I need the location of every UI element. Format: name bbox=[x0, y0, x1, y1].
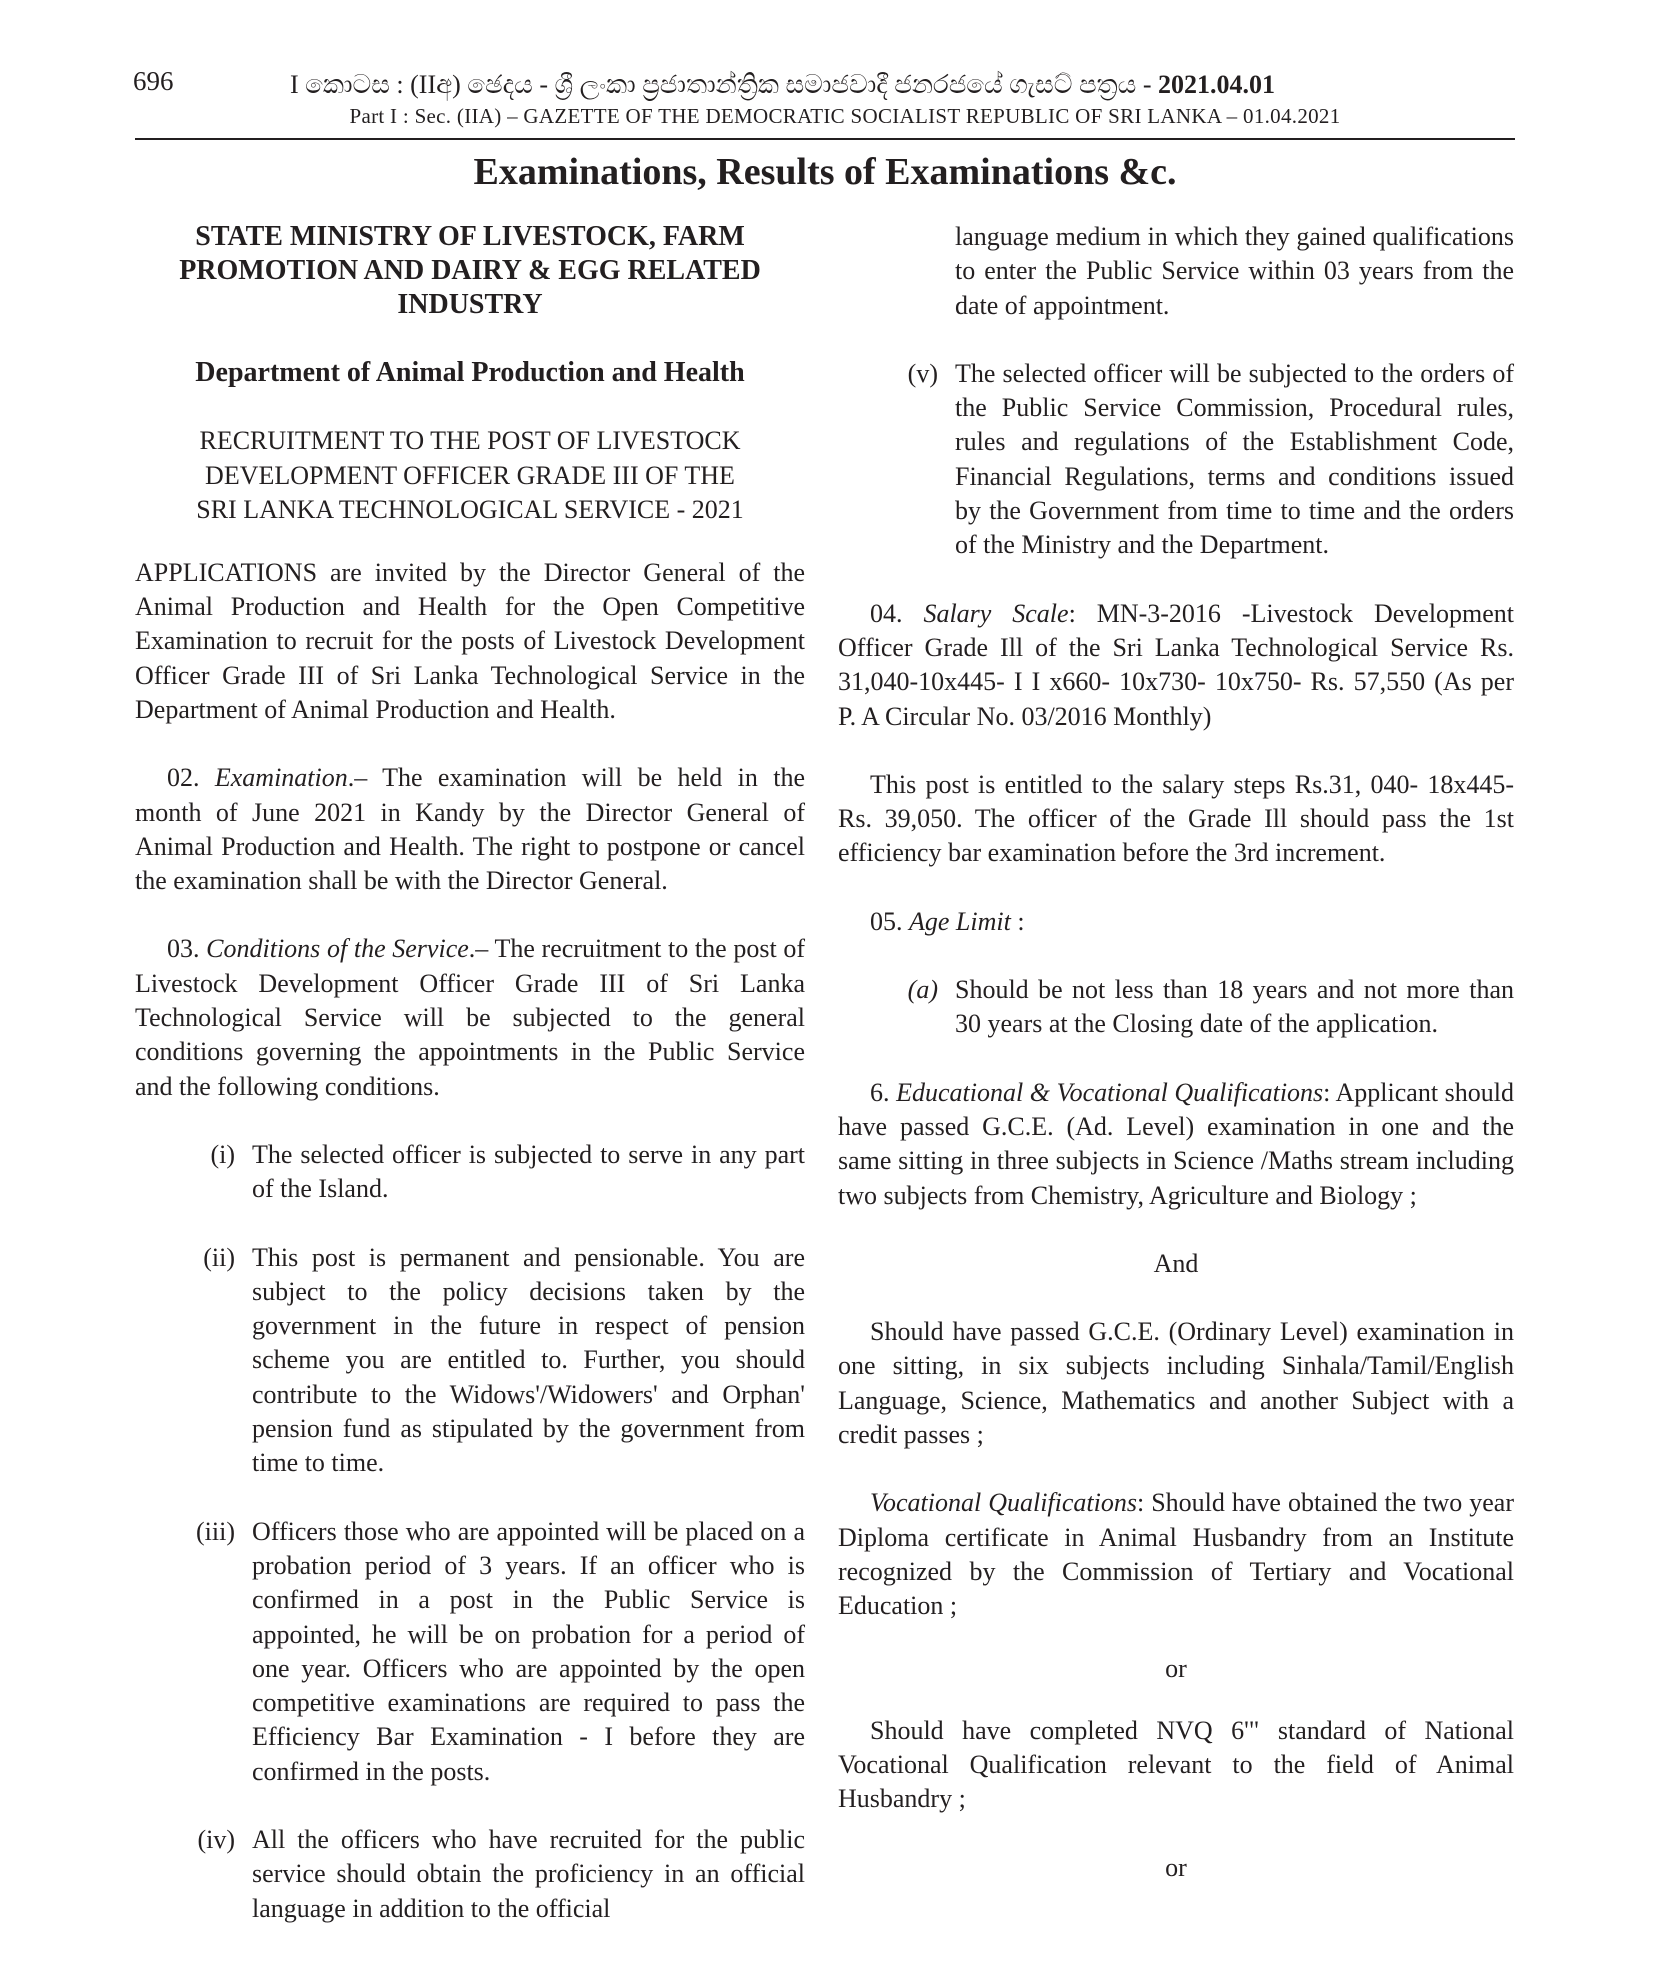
section-heading: Salary Scale bbox=[923, 598, 1069, 628]
section-number: 03. bbox=[167, 934, 200, 964]
examination-paragraph bbox=[135, 761, 805, 898]
or-separator: or bbox=[1165, 1852, 1187, 1882]
sinhala-header-text: I කොටස : (IIඅ) ඡෙදය - ශ්‍රී ලංකා ප්‍රජාතාන්ත්‍රික සමාජවාදී ජනරජයේ ගැසට් පත්‍රය - bbox=[290, 70, 1152, 99]
item-label: (v) bbox=[907, 358, 938, 388]
condition-item bbox=[838, 357, 1514, 563]
section-title: Examinations, Results of Examinations &c. bbox=[473, 151, 1177, 193]
condition-item bbox=[135, 1515, 805, 1789]
nvq-paragraph: Should have completed NVQ 6'" standard of National Vocational Qualification relevant to the field of Animal Husbandry ; bbox=[838, 1715, 1514, 1814]
ministry-heading: STATE MINISTRY OF LIVESTOCK, FARM PROMOTION AND DAIRY & EGG RELATED INDUSTRY bbox=[179, 221, 761, 320]
salary-steps-paragraph: This post is entitled to the salary steps Rs.31, 040- 18x445- Rs. 39,050. The officer of the Grade Ill should pass the 1st efficiency bar examination before the 3rd increment. bbox=[838, 769, 1514, 868]
item-text: Officers those who are appointed will be placed on a probation period of 3 years. If an officer who is confirmed in a post in the Public Service is appointed, he will be on probation for a period of one year. Officers who are appointed by the open competitive examinations are required to pass the Efficiency Bar Examination - I before they are confirmed in the posts. bbox=[252, 1516, 805, 1786]
section-text: : Should have obtained the two year Diploma certificate in Animal Husbandry from an Institute recognized by the Commission of Tertiary and Vocational Education ; bbox=[838, 1488, 1514, 1621]
section-text: .– The examination will be held in the month of June 2021 in Kandy by the Director General of Animal Production and Health. The right to postpone or cancel the examination shall be with the Director General. bbox=[135, 763, 805, 896]
sinhala-header-date: 2021.04.01 bbox=[1158, 70, 1276, 99]
header-rule bbox=[135, 138, 1515, 140]
section-text: .– The recruitment to the post of Livestock Development Officer Grade III of Sri Lanka Technological Service will be subjected to the general conditions governing the appointments in the Public Service and the following conditions. bbox=[135, 934, 806, 1101]
item-text: All the officers who have recruited for the public service should obtain the proficiency in an official language in addition to the official bbox=[252, 1825, 805, 1923]
condition-item bbox=[135, 1823, 805, 1926]
section-number: 05. bbox=[870, 906, 903, 936]
item-text: The selected officer is subjected to serve in any part of the Island. bbox=[252, 1139, 805, 1204]
condition-item-continued bbox=[838, 220, 1514, 323]
item-label bbox=[838, 973, 938, 1007]
or-separator: or bbox=[1165, 1653, 1187, 1683]
item-text: This post is permanent and pensionable. You are subject to the policy decisions taken by the government in the future in respect of pension scheme you are entitled to. Further, you should contribute to the Widows'/Widowers' and Orphan' pension fund as stipulated by the government from time to time. bbox=[252, 1242, 805, 1478]
salary-scale-paragraph bbox=[838, 597, 1514, 734]
right-column bbox=[838, 220, 1514, 1885]
department-heading: Department of Animal Production and Health bbox=[195, 357, 745, 388]
english-header: Part I : Sec. (IIA) – GAZETTE OF THE DEMOCRATIC SOCIALIST REPUBLIC OF SRI LANKA – 01.04.2021 bbox=[349, 104, 1341, 128]
item-text: language medium in which they gained qualifications to enter the Public Service within 03 years from the date of appointment. bbox=[955, 222, 1514, 320]
section-heading: Conditions of the Service bbox=[206, 934, 469, 964]
section-heading: Age Limit bbox=[909, 906, 1011, 936]
ol-qualification-paragraph: Should have passed G.C.E. (Ordinary Level) examination in one sitting, in six subjects including Sinhala/Tamil/English Language, Science, Mathematics and another Subject with a credit passes ; bbox=[838, 1317, 1514, 1450]
page-number: 696 bbox=[133, 66, 174, 96]
section-heading: Educational & Vocational Qualifications bbox=[896, 1077, 1324, 1107]
left-column bbox=[135, 220, 805, 1926]
intro-paragraph: APPLICATIONS are invited by the Director General of the Animal Production and Health for the Open Competitive Examination to recruit for the posts of Livestock Development Officer Grade III of Sri Lanka Technological Service in the Department of Animal Production and Health. bbox=[135, 557, 805, 724]
section-number: 02. bbox=[167, 763, 200, 793]
item-label: (iii) bbox=[196, 1516, 235, 1546]
age-limit-heading bbox=[838, 905, 1514, 939]
section-heading: Examination bbox=[214, 763, 348, 793]
recruitment-line-2: DEVELOPMENT OFFICER GRADE III OF THE bbox=[205, 460, 735, 490]
and-separator: And bbox=[1153, 1248, 1199, 1278]
sinhala-header bbox=[290, 70, 1390, 101]
section-heading: Vocational Qualifications bbox=[870, 1488, 1137, 1518]
section-text: : Applicant should have passed G.C.E. (Ad. Level) examination in one and the same sitting in three subjects in Science /Maths stream including two subjects from Chemistry, Agriculture and Biology ; bbox=[838, 1077, 1514, 1210]
section-text: : MN-3-2016 -Livestock Development Officer Grade Ill of the Sri Lanka Technological Service Rs. 31,040-10x445- I I x660- 10x730- 10x750- Rs. 57,550 (As per P. A Circular No. 03/2016 Monthly) bbox=[838, 598, 1515, 731]
age-limit-item bbox=[838, 973, 1514, 1042]
recruitment-line-1: RECRUITMENT TO THE POST OF LIVESTOCK bbox=[199, 426, 741, 456]
condition-item bbox=[135, 1138, 805, 1207]
item-label: (iv) bbox=[197, 1825, 235, 1854]
recruitment-line-3: SRI LANKA TECHNOLOGICAL SERVICE - 2021 bbox=[196, 495, 744, 525]
heading-colon: : bbox=[1010, 906, 1025, 936]
vocational-paragraph bbox=[838, 1486, 1514, 1623]
item-label: (ii) bbox=[203, 1242, 235, 1272]
item-text: The selected officer will be subjected to the orders of the Public Service Commission, Procedural rules, rules and regulations of the Establishment Code, Financial Regulations, terms and conditions issued by the Government from time to time and the orders of the Ministry and the Department. bbox=[955, 358, 1514, 560]
section-number: 6. bbox=[870, 1077, 890, 1107]
recruitment-heading bbox=[135, 424, 805, 528]
section-number: 04. bbox=[870, 598, 903, 628]
item-label-text: (a) bbox=[907, 975, 938, 1005]
condition-item bbox=[135, 1241, 805, 1481]
conditions-paragraph bbox=[135, 932, 805, 1103]
item-label: (i) bbox=[210, 1139, 235, 1169]
qualifications-paragraph bbox=[838, 1076, 1514, 1213]
item-text: Should be not less than 18 years and not more than 30 years at the Closing date of the application. bbox=[955, 975, 1514, 1039]
